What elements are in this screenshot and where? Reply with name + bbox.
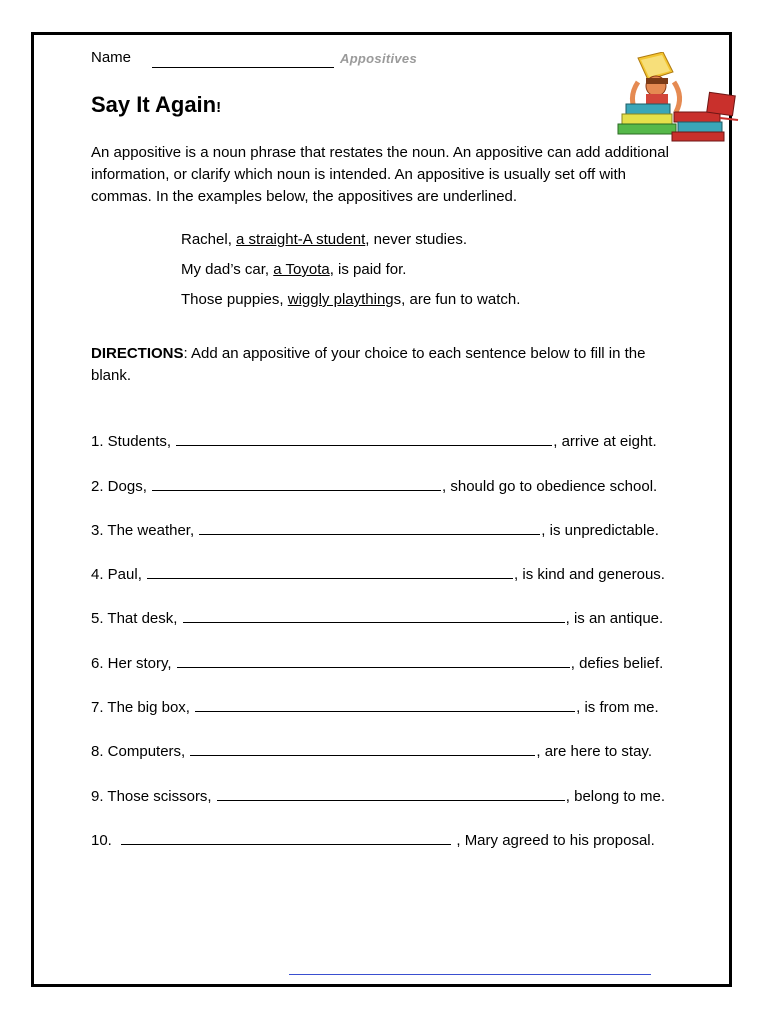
name-field[interactable] <box>152 67 334 68</box>
example-appositive: a straight-A student <box>236 231 366 248</box>
question-item <box>91 431 657 450</box>
answer-blank[interactable] <box>147 564 513 579</box>
question-item <box>91 564 665 583</box>
answer-blank[interactable] <box>121 830 451 845</box>
question-item <box>91 697 659 716</box>
example-sentence <box>181 231 467 248</box>
question-prefix: 9. Those scissors, <box>91 788 216 805</box>
example-text: Those puppies, <box>181 291 288 308</box>
question-item <box>91 520 659 539</box>
answer-blank[interactable] <box>195 697 575 712</box>
answer-blank[interactable] <box>176 431 552 446</box>
intro-paragraph: An appositive is a noun phrase that restates the noun. An appositive can add additional information, or clarify which noun is intended. An appositive is usually set off with commas. In the examples below, the appositives are underlined. <box>91 144 669 205</box>
title-mark: ! <box>216 99 222 116</box>
question-item <box>91 830 655 849</box>
answer-blank[interactable] <box>177 653 570 668</box>
answer-blank[interactable] <box>152 476 441 491</box>
example-sentence <box>181 261 406 278</box>
example-text: , is paid for. <box>329 261 407 278</box>
question-suffix: , is from me. <box>576 699 659 716</box>
answer-blank[interactable] <box>217 786 565 801</box>
question-prefix: 5. That desk, <box>91 610 182 627</box>
question-item <box>91 653 663 672</box>
question-prefix: 7. The big box, <box>91 699 195 716</box>
answer-blank[interactable] <box>190 741 535 756</box>
question-prefix: 4. Paul, <box>91 566 147 583</box>
page-title <box>91 92 221 118</box>
question-suffix: , belong to me. <box>565 788 666 805</box>
question-suffix: , is an antique. <box>565 610 664 627</box>
books-reading-icon <box>608 52 740 142</box>
question-suffix: , is unpredictable. <box>541 522 659 539</box>
example-appositive: wiggly plaything <box>287 291 394 308</box>
directions-text: : Add an appositive of your choice to each sentence below to fill in the blank. <box>91 345 646 384</box>
directions <box>91 343 681 387</box>
name-label: Name <box>91 49 132 66</box>
example-text: s, are fun to watch. <box>393 291 521 308</box>
question-suffix: , defies belief. <box>570 655 664 672</box>
question-suffix: , Mary agreed to his proposal. <box>452 832 655 849</box>
question-item <box>91 476 657 495</box>
footer-link-line[interactable] <box>289 974 651 975</box>
example-text: Rachel, <box>181 231 237 248</box>
question-suffix: , is kind and generous. <box>514 566 665 583</box>
question-prefix: 3. The weather, <box>91 522 199 539</box>
question-suffix: , arrive at eight. <box>553 433 657 450</box>
question-prefix: 6. Her story, <box>91 655 176 672</box>
question-suffix: , should go to obedience school. <box>442 478 658 495</box>
example-appositive: a Toyota <box>273 261 330 278</box>
question-prefix: 1. Students, <box>91 433 176 450</box>
answer-blank[interactable] <box>199 520 540 535</box>
example-text: , never studies. <box>365 231 467 248</box>
answer-blank[interactable] <box>183 608 565 623</box>
question-prefix: 8. Computers, <box>91 743 190 760</box>
question-item <box>91 786 665 805</box>
example-text: My dad’s car, <box>181 261 274 278</box>
example-sentence <box>181 291 520 308</box>
question-suffix: , are here to stay. <box>536 743 652 760</box>
directions-label: DIRECTIONS <box>91 345 184 362</box>
question-prefix: 2. Dogs, <box>91 478 152 495</box>
topic-label: Appositives <box>340 51 417 66</box>
question-item <box>91 741 652 760</box>
title-text: Say It Again <box>91 92 217 117</box>
question-prefix: 10. <box>91 832 121 849</box>
question-item <box>91 608 663 627</box>
